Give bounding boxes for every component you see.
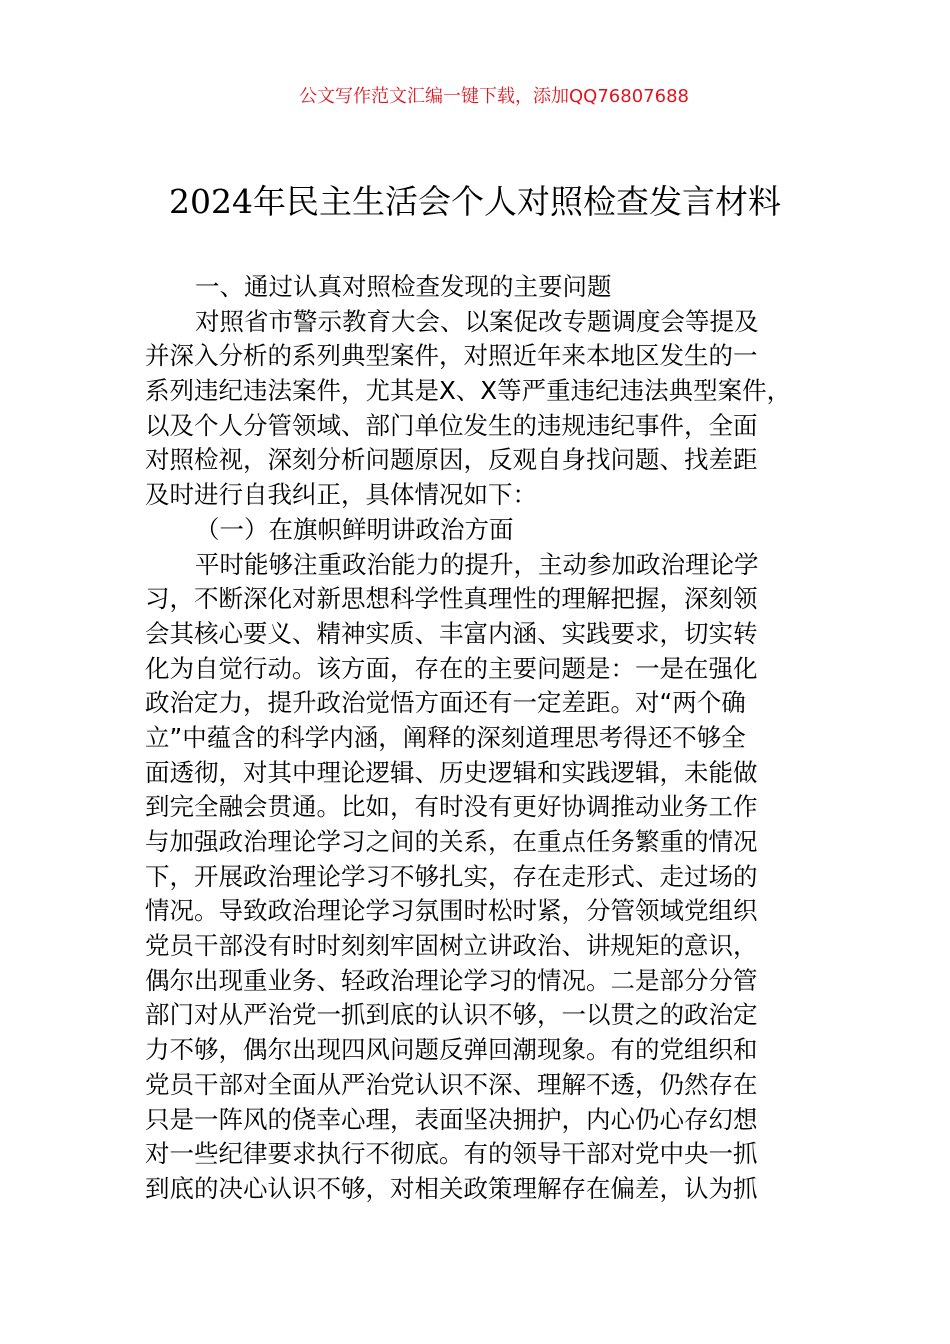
text-line: 情况。导致政治理论学习氛围时松时紧，分管领域党组织 [145,896,758,926]
text-line: 系列违纪违法案件，尤其是X、X等严重违纪违法典型案件， [145,376,792,406]
text-line: 部门对从严治党一抓到底的认识不够，一以贯之的政治定 [145,1000,758,1030]
text-line: （一）在旗帜鲜明讲政治方面 [195,514,514,544]
text-line: 以及个人分管领域、部门单位发生的违规违纪事件，全面 [145,410,758,440]
text-line: 对照检视，深刻分析问题原因，反观自身找问题、找差距 [145,445,758,475]
text-line: 到底的决心认识不够，对相关政策理解存在偏差，认为抓 [145,1173,758,1203]
text-line: 立”中蕴含的科学内涵，阐释的深刻道理思考得还不够全 [145,722,746,752]
text-line: 一、通过认真对照检查发现的主要问题 [195,272,612,301]
text-line: 力不够，偶尔出现四风问题反弹回潮现象。有的党组织和 [145,1035,758,1065]
text-line: 政治定力，提升政治觉悟方面还有一定差距。对“两个确 [145,688,746,718]
text-line: 并深入分析的系列典型案件，对照近年来本地区发生的一 [145,341,758,371]
text-line: 化为自觉行动。该方面，存在的主要问题是：一是在强化 [145,653,758,683]
text-line: 党员干部对全面从严治党认识不深、理解不透，仍然存在 [145,1069,758,1099]
text-line: 下，开展政治理论学习不够扎实，存在走形式、走过场的 [145,861,758,891]
text-line: 及时进行自我纠正，具体情况如下： [145,480,537,510]
document-body [145,270,835,1207]
download-banner: 公文写作范文汇编一键下载，添加QQ76807688 [299,86,689,107]
text-line: 偶尔出现重业务、轻政治理论学习的情况。二是部分分管 [145,965,758,995]
text-line: 会其核心要义、精神实质、丰富内涵、实践要求，切实转 [145,618,758,648]
text-line: 平时能够注重政治能力的提升，主动参加政治理论学 [195,549,759,579]
text-line: 习，不断深化对新思想科学性真理性的理解把握，深刻领 [145,584,758,614]
text-line: 到完全融会贯通。比如，有时没有更好协调推动业务工作 [145,792,758,822]
document-title: 2024年民主生活会个人对照检查发言材料 [169,182,781,221]
text-line: 对一些纪律要求执行不彻底。有的领导干部对党中央一抓 [145,1139,758,1169]
text-line: 只是一阵风的侥幸心理，表面坚决拥护，内心仍心存幻想 [145,1104,758,1134]
text-line: 与加强政治理论学习之间的关系，在重点任务繁重的情况 [145,827,758,856]
text-line: 面透彻，对其中理论逻辑、历史逻辑和实践逻辑，未能做 [145,757,758,787]
text-line: 对照省市警示教育大会、以案促改专题调度会等提及 [195,306,759,336]
text-line: 党员干部没有时时刻刻牢固树立讲政治、讲规矩的意识， [145,931,758,961]
